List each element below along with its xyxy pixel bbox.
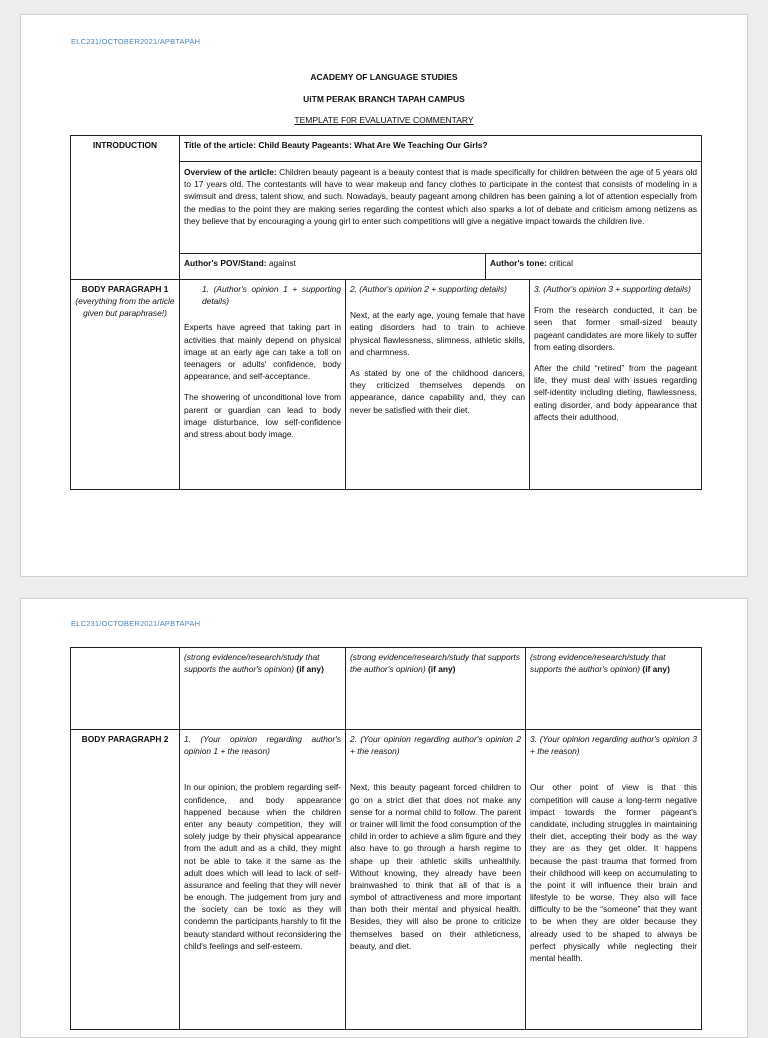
commentary-table-part-1 xyxy=(70,135,702,490)
col2-heading: 2. (Author's opinion 2 + supporting details) xyxy=(350,284,507,294)
evidence-if-any-1: (if any) xyxy=(296,664,324,675)
pov-cell xyxy=(180,254,486,280)
evidence-text-3: (strong evidence/research/study that supports the author's opinion) xyxy=(530,652,666,675)
tone-value: critical xyxy=(546,258,573,268)
col3-heading: 3. (Author's opinion 3 + supporting details) xyxy=(534,284,691,294)
col2-paragraph-1: Next, at the early age, young female that have eating disorders had to train to achieve physical flawlessness, slimness, athletic skills, and charmness. xyxy=(350,310,525,357)
title-value: Child Beauty Pageants: What Are We Teaching Our Girls? xyxy=(258,140,488,150)
empty-label-cell xyxy=(71,648,180,730)
page-header-code: ELC231/OCTOBER2021/APBTAPAH xyxy=(71,37,201,46)
evidence-cell-1 xyxy=(180,648,346,730)
evidence-if-any-2: (if any) xyxy=(427,664,456,675)
p2-col1-heading: 1. (Your opinion regarding author's opinion 1 + the reason) xyxy=(184,734,341,757)
col1-paragraph-2: The showering of unconditional love from parent or guardian can lead to body image disturbance, low self-confidence and stress about body image. xyxy=(184,392,341,439)
your-opinion-2-cell xyxy=(346,730,526,1030)
opinion-1-cell xyxy=(180,280,346,490)
evidence-text-2: (strong evidence/research/study that supports the author's opinion) xyxy=(350,652,520,675)
body-paragraph-2-label: BODY PARAGRAPH 2 xyxy=(71,730,180,1030)
pov-label: Author's POV/Stand: xyxy=(184,258,267,268)
evidence-cell-2 xyxy=(346,648,526,730)
body1-label-text: BODY PARAGRAPH 1 xyxy=(81,284,169,294)
title-label: Title of the article: xyxy=(184,140,259,150)
document-page-2 xyxy=(20,598,748,1038)
opinion-3-cell xyxy=(530,280,702,490)
body-paragraph-1-label xyxy=(71,280,180,490)
your-opinion-3-cell xyxy=(526,730,702,1030)
article-title-cell xyxy=(180,136,702,162)
col3-paragraph-2: After the child “retired” from the pageant life, they must deal with issues regarding self-identity including dieting, flawlessness, eating disorder, and body appearance that affects their adulthood. xyxy=(534,362,698,422)
p2-col3-text: Our other point of view is that this competition will cause a long-term negative impact towards the former pageant's candidate, including struggles in maintaining their diet, accepting their body as the way they are as they get older. It happens because the past trauma that formed from their childhood will keep on accumulating to the point it will influence their brain and lifestyle to be worse. They also will face difficulty to be the “someone” that they want to be when they are older because they already used to be shaped to always be perfect physically while neglecting their mental health. xyxy=(530,782,697,963)
col3-paragraph-1: From the research conducted, it can be seen that former small-sized beauty pageant candidates are more likely to suffer from eating disorders. xyxy=(534,305,698,352)
p2-col1-text: In our opinion, the problem regarding self-confidence, and body appearance happened because when the children enter any beauty competition, they will solely judge by their physical appearance from the adult and as a child, they might not be able to take it the same as the adult does which will lead to lack of self-assurance and feeling that they will never be enough. The judgement from jury and the society can be toxic as they will condemn the participants harshly to fit the beauty standard without reconsidering the child's feelings and self-esteem. xyxy=(184,782,341,951)
template-title: TEMPLATE F0R EVALUATIVE COMMENTARY xyxy=(294,115,474,125)
evidence-if-any-3: (if any) xyxy=(642,664,670,675)
academy-title: ACADEMY OF LANGUAGE STUDIES xyxy=(310,72,458,82)
col2-paragraph-2: As stated by one of the childhood dancers, they criticized themselves depends on appearance, dance capability and, they can never be satisfied with their diet. xyxy=(350,367,525,415)
p2-col3-heading: 3. (Your opinion regarding author's opinion 3 + the reason) xyxy=(530,734,697,757)
your-opinion-1-cell xyxy=(180,730,346,1030)
document-page-1 xyxy=(20,14,748,577)
tone-cell xyxy=(486,254,702,280)
campus-title: UiTM PERAK BRANCH TAPAH CAMPUS xyxy=(303,94,465,104)
tone-label: Author's tone: xyxy=(490,258,547,268)
p2-col2-heading: 2. (Your opinion regarding author's opinion 2 + the reason) xyxy=(350,734,521,757)
evidence-text-1: (strong evidence/research/study that supports the author's opinion) xyxy=(184,652,320,675)
opinion-2-cell xyxy=(346,280,530,490)
body1-note: (everything from the article given but paraphrase!) xyxy=(75,296,175,319)
introduction-label: INTRODUCTION xyxy=(71,136,180,280)
p2-col2-text: Next, this beauty pageant forced children to go on a strict diet that does not make any sense for a normal child to follow. The parent or trainer will limit the food consumption of the child in order to achieve a slim figure and they also have to go through a harsh regime to shape up their athletic skills unhealthily. Without knowing, they already have been brainwashed to think that all of that is a symbol of attractiveness and more important than both their mental and physical health. Besides, they will also be prone to criticize themselves based on their athleticness, beauty, and diet. xyxy=(350,782,521,951)
overview-cell xyxy=(180,162,702,254)
overview-text: Children beauty pageant is a beauty contest that is made specifically for children between the age of 5 years old to 17 years old. The contestants will have to wear makeup and fancy clothes to participate in the contest that consists of modeling in a swimsuit and dress, talent show, and such. Nowadays, beauty pageant among children has been gaining a lot of attention especially from the medias to the point they are making series regarding the contest which also sparks a lot of debate and criticism among netizens as they believe that by encouraging a young girl to enter such competitions will give a negative impact towards the children live. xyxy=(184,167,698,226)
commentary-table-part-2 xyxy=(70,647,702,1030)
page-header-code: ELC231/OCTOBER2021/APBTAPAH xyxy=(71,619,201,628)
evidence-cell-3 xyxy=(526,648,702,730)
col1-paragraph-1: Experts have agreed that taking part in activities that mainly depend on physical image at an early age can take a toll on teenagers or adults' confidence, body appearance, and self-acceptance. xyxy=(184,322,341,382)
col1-heading: 1. (Author's opinion 1 + supporting details) xyxy=(202,284,341,307)
overview-label: Overview of the article: xyxy=(184,167,277,177)
pov-value: against xyxy=(266,258,296,268)
